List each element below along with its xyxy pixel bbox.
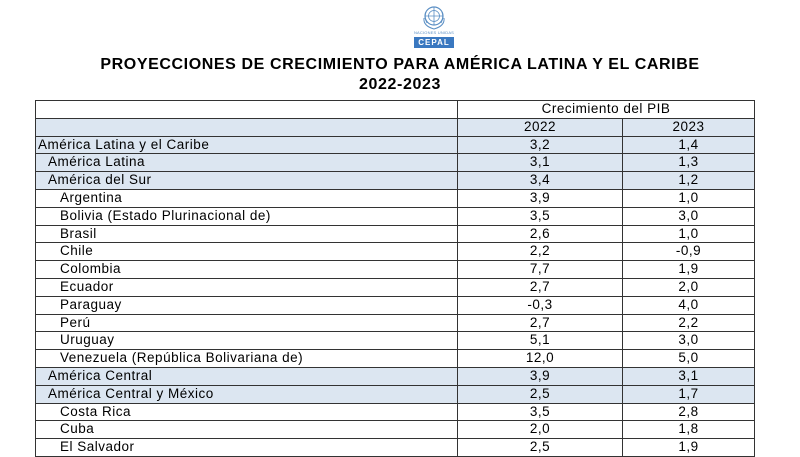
region-name-cell: Argentina xyxy=(36,189,458,207)
table-row xyxy=(36,225,755,243)
logo-tagline: NACIONES UNIDAS xyxy=(413,30,455,35)
value-2022-cell: -0,3 xyxy=(458,296,623,314)
value-2023-cell: 1,3 xyxy=(623,154,755,172)
table-row xyxy=(36,367,755,385)
table-row xyxy=(36,207,755,225)
region-name-cell: América del Sur xyxy=(36,172,458,190)
header-empty-cell xyxy=(36,101,458,119)
region-name-cell: América Central xyxy=(36,367,458,385)
value-2023-cell: 3,1 xyxy=(623,367,755,385)
table-row xyxy=(36,261,755,279)
value-2022-cell: 3,1 xyxy=(458,154,623,172)
table-row xyxy=(36,136,755,154)
value-2023-cell: 1,9 xyxy=(623,261,755,279)
region-name-cell: América Latina xyxy=(36,154,458,172)
cepal-logo xyxy=(409,4,459,50)
page-title: PROYECCIONES DE CRECIMIENTO PARA AMÉRICA LATINA Y EL CARIBE xyxy=(100,56,700,73)
region-name-cell: Brasil xyxy=(36,225,458,243)
value-2023-cell: 1,4 xyxy=(623,136,755,154)
un-emblem-icon xyxy=(421,4,447,30)
value-2023-cell: -0,9 xyxy=(623,243,755,261)
region-name-cell: Cuba xyxy=(36,421,458,439)
table-row xyxy=(36,403,755,421)
region-name-cell: Chile xyxy=(36,243,458,261)
region-name-cell: Colombia xyxy=(36,261,458,279)
value-2022-cell: 7,7 xyxy=(458,261,623,279)
header-empty-cell xyxy=(36,118,458,136)
value-2022-cell: 3,9 xyxy=(458,189,623,207)
region-name-cell: Ecuador xyxy=(36,278,458,296)
table-row xyxy=(36,172,755,190)
table-row xyxy=(36,421,755,439)
region-name-cell: Bolivia (Estado Plurinacional de) xyxy=(36,207,458,225)
page-subtitle-years: 2022-2023 xyxy=(359,76,441,93)
value-2022-cell: 2,5 xyxy=(458,385,623,403)
value-2023-cell: 3,0 xyxy=(623,332,755,350)
region-name-cell: Uruguay xyxy=(36,332,458,350)
table-row xyxy=(36,154,755,172)
value-2023-cell: 1,8 xyxy=(623,421,755,439)
table-row xyxy=(36,296,755,314)
value-2023-cell: 1,2 xyxy=(623,172,755,190)
header-gdp-growth: Crecimiento del PIB xyxy=(458,101,755,119)
table-row xyxy=(36,243,755,261)
region-name-cell: Paraguay xyxy=(36,296,458,314)
table-row xyxy=(36,385,755,403)
table-row xyxy=(36,314,755,332)
table-row xyxy=(36,189,755,207)
value-2022-cell: 3,9 xyxy=(458,367,623,385)
logo-cepal-label: CEPAL xyxy=(414,37,454,48)
value-2023-cell: 1,9 xyxy=(623,439,755,457)
value-2023-cell: 2,2 xyxy=(623,314,755,332)
value-2023-cell: 1,0 xyxy=(623,225,755,243)
value-2023-cell: 2,8 xyxy=(623,403,755,421)
value-2023-cell: 3,0 xyxy=(623,207,755,225)
table-group-header-row xyxy=(36,101,755,119)
table-row xyxy=(36,332,755,350)
value-2022-cell: 2,5 xyxy=(458,439,623,457)
gdp-growth-table xyxy=(35,100,755,457)
value-2022-cell: 3,5 xyxy=(458,403,623,421)
header-year-2023: 2023 xyxy=(623,118,755,136)
table-row xyxy=(36,439,755,457)
value-2023-cell: 4,0 xyxy=(623,296,755,314)
value-2022-cell: 3,4 xyxy=(458,172,623,190)
value-2022-cell: 3,5 xyxy=(458,207,623,225)
value-2022-cell: 2,6 xyxy=(458,225,623,243)
region-name-cell: América Central y México xyxy=(36,385,458,403)
region-name-cell: Perú xyxy=(36,314,458,332)
value-2022-cell: 2,7 xyxy=(458,278,623,296)
value-2023-cell: 1,0 xyxy=(623,189,755,207)
value-2022-cell: 2,0 xyxy=(458,421,623,439)
region-name-cell: Costa Rica xyxy=(36,403,458,421)
value-2022-cell: 3,2 xyxy=(458,136,623,154)
value-2023-cell: 2,0 xyxy=(623,278,755,296)
value-2022-cell: 2,2 xyxy=(458,243,623,261)
header-year-2022: 2022 xyxy=(458,118,623,136)
value-2023-cell: 1,7 xyxy=(623,385,755,403)
table-row xyxy=(36,278,755,296)
region-name-cell: Venezuela (República Bolivariana de) xyxy=(36,350,458,368)
value-2022-cell: 2,7 xyxy=(458,314,623,332)
table-years-header-row xyxy=(36,118,755,136)
region-name-cell: El Salvador xyxy=(36,439,458,457)
value-2023-cell: 5,0 xyxy=(623,350,755,368)
table-row xyxy=(36,350,755,368)
value-2022-cell: 12,0 xyxy=(458,350,623,368)
region-name-cell: América Latina y el Caribe xyxy=(36,136,458,154)
value-2022-cell: 5,1 xyxy=(458,332,623,350)
